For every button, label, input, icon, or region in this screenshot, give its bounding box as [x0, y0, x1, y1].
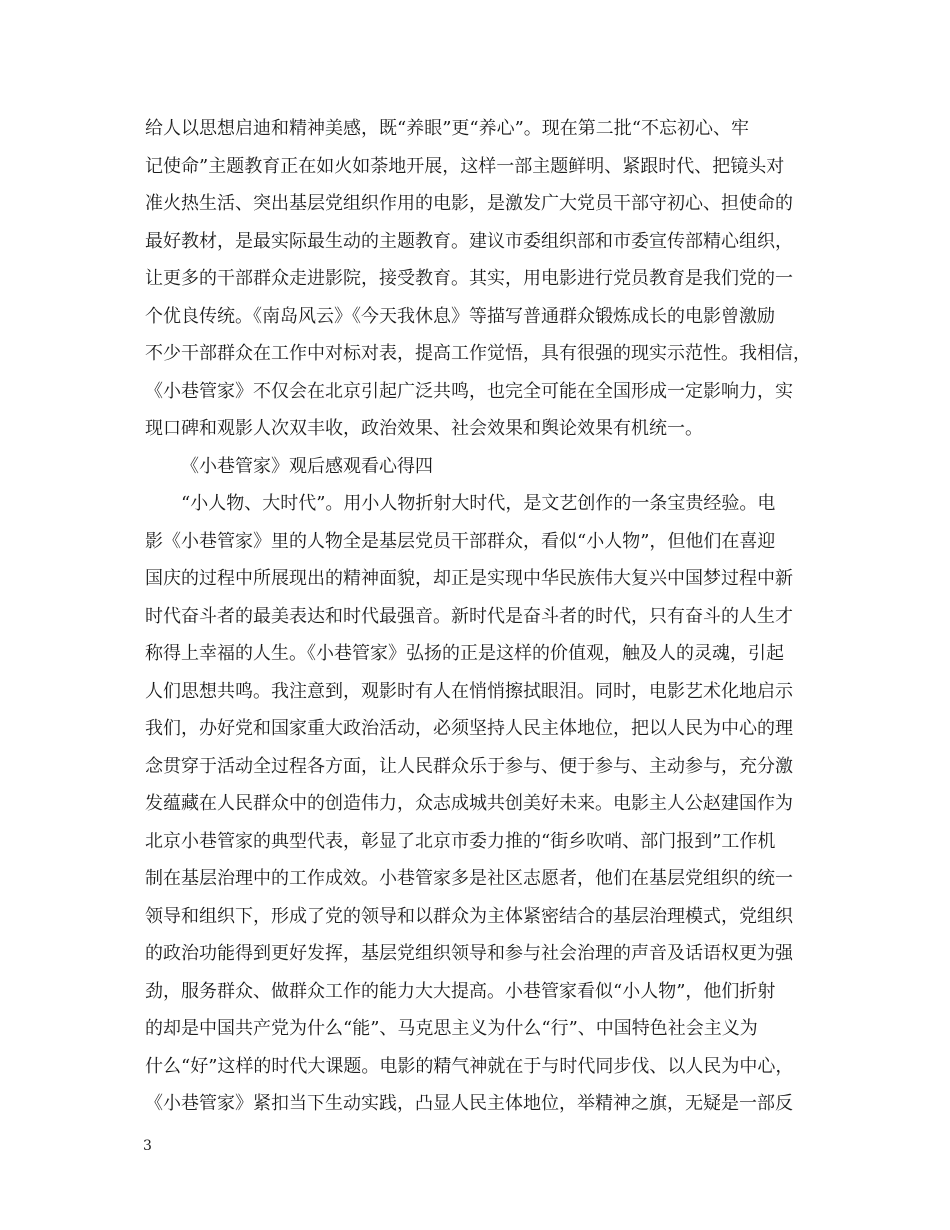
- body-text-line: 念贯穿于活动全过程各方面，让人民群众乐于参与、便于参与、主动参与，充分激: [145, 756, 793, 777]
- body-text-line: 劲，服务群众、做群众工作的能力大大提高。小巷管家看似“小人物”，他们折射: [145, 981, 776, 1002]
- body-text-line: 不少干部群众在工作中对标对表，提高工作觉悟，具有很强的现实示范性。我相信，: [145, 343, 811, 364]
- body-text-line: 发蕴藏在人民群众中的创造伟力，众志成城共创美好未来。电影主人公赵建国作为: [145, 793, 793, 814]
- body-text-line: 我们，办好党和国家重大政治活动，必须坚持人民主体地位，把以人民为中心的理: [145, 718, 793, 739]
- body-text-line: 《小巷管家》不仅会在北京引起广泛共鸣，也完全可能在全国形成一定影响力，实: [145, 381, 793, 402]
- body-text-line: 让更多的干部群众走进影院，接受教育。其实，用电影进行党员教育是我们党的一: [145, 268, 793, 289]
- body-text-line: 给人以思想启迪和精神美感，既“养眼”更“养心”。现在第二批“不忘初心、牢: [145, 118, 750, 139]
- body-text-line: 时代奋斗者的最美表达和时代最强音。新时代是奋斗者的时代，只有奋斗的人生才: [145, 606, 793, 627]
- body-text-line: 领导和组织下，形成了党的领导和以群众为主体紧密结合的基层治理模式，党组织: [145, 906, 793, 927]
- page-number: 3: [143, 1138, 152, 1154]
- body-text-line: 的政治功能得到更好发挥，基层党组织领导和参与社会治理的声音及话语权更为强: [145, 943, 793, 964]
- body-text-line: 最好教材，是最实际最生动的主题教育。建议市委组织部和市委宣传部精心组织，: [145, 231, 793, 252]
- body-text-line: 称得上幸福的人生。《小巷管家》弘扬的正是这样的价值观，触及人的灵魂，引起: [145, 643, 784, 664]
- body-text-line: 人们思想共鸣。我注意到，观影时有人在悄悄擦拭眼泪。同时，电影艺术化地启示: [145, 681, 793, 702]
- body-text-line: 准火热生活、突出基层党组织作用的电影，是激发广大党员干部守初心、担使命的: [145, 193, 793, 214]
- body-text-line: 制在基层治理中的工作成效。小巷管家多是社区志愿者，他们在基层党组织的统一: [145, 868, 793, 889]
- body-text-line: “小人物、大时代”。用小人物折射大时代，是文艺创作的一条宝贵经验。电: [181, 493, 776, 514]
- body-text-line: 个优良传统。《南岛风云》《今天我休息》等描写普通群众锻炼成长的电影曾激励: [145, 306, 775, 327]
- body-text-line: 现口碑和观影人次双丰收，政治效果、社会效果和舆论效果有机统一。: [145, 418, 703, 439]
- body-text-line: 记使命”主题教育正在如火如荼地开展，这样一部主题鲜明、紧跟时代、把镜头对: [145, 156, 785, 177]
- section-heading: 《小巷管家》观后感观看心得四: [181, 456, 433, 477]
- body-text-line: 影《小巷管家》里的人物全是基层党员干部群众，看似“小人物”，但他们在喜迎: [145, 531, 776, 552]
- body-text-line: 什么“好”这样的时代大课题。电影的精气神就在于与时代同步伐、以人民为中心，: [145, 1056, 794, 1077]
- body-text-line: 《小巷管家》紧扣当下生动实践，凸显人民主体地位，举精神之旗，无疑是一部反: [145, 1093, 793, 1114]
- body-text-line: 国庆的过程中所展现出的精神面貌，却正是实现中华民族伟大复兴中国梦过程中新: [145, 568, 793, 589]
- body-text-line: 的却是中国共产党为什么“能”、马克思主义为什么“行”、中国特色社会主义为: [145, 1018, 758, 1039]
- body-text-line: 北京小巷管家的典型代表，彰显了北京市委力推的“街乡吹哨、部门报到”工作机: [145, 831, 776, 852]
